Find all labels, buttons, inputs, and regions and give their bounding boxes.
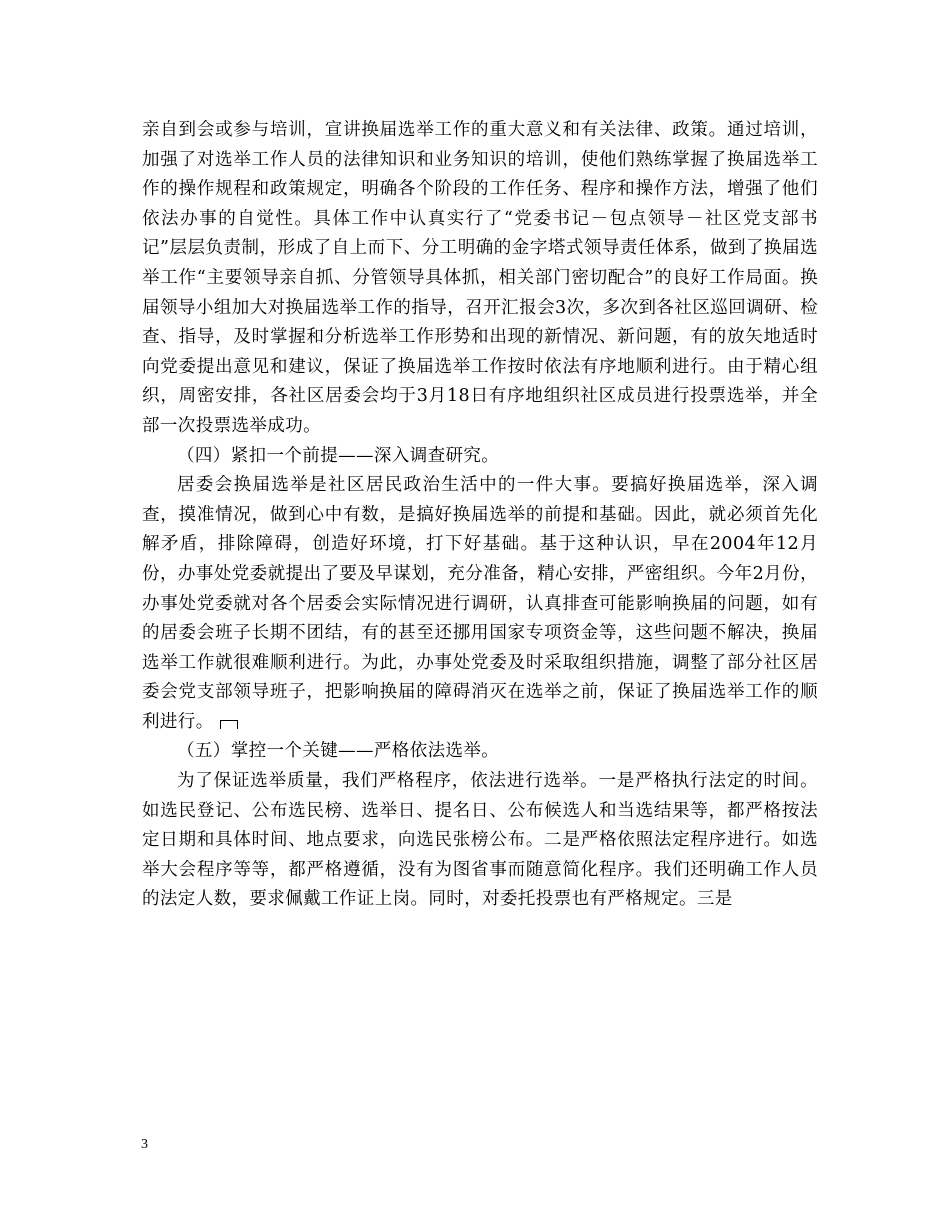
- paragraph-training: 亲自到会或参与培训，宣讲换届选举工作的重大意义和有关法律、政策。通过培训，加强了对选举工作人员的法律知识和业务知识的培训，使他们熟练掌握了换届选举工作的操作规程和政策规定，明确各个阶段的工作任务、程序和操作方法，增强了他们依法办事的自觉性。具体工作中认真实行了“党委书记－包点领导－社区党支部书记”层层负责制，形成了自上而下、分工明确的金字塔式领导责任体系，做到了换届选举工作“主要领导亲自抓、分管领导具体抓，相关部门密切配合”的良好工作局面。换届领导小组加大对换届选举工作的指导，召开汇报会3次，多次到各社区巡回调研、检查、指导，及时掌握和分析选举工作形势和出现的新情况、新问题，有的放矢地适时向党委提出意见和建议，保证了换届选举工作按时依法有序地顺利进行。由于精心组织，周密安排，各社区居委会均于3月18日有序地组织社区成员进行投票选举，并全部一次投票选举成功。: [142, 120, 818, 436]
- paragraph-election: 为了保证选举质量，我们严格程序，依法进行选举。一是严格执行法定的时间。如选民登记、公布选民榜、选举日、提名日、公布候选人和当选结果等，都严格按法定日期和具体时间、地点要求，向选民张榜公布。二是严格依照法定程序进行。如选举大会程序等等，都严格遵循，没有为图省事而随意简化程序。我们还明确工作人员的法定人数，要求佩戴工作证上岗。同时，对委托投票也有严格规定。三是: [142, 771, 818, 910]
- page-number: 3: [141, 1137, 148, 1152]
- section-heading-five: （五）掌控一个关键——严格依法选举。: [177, 741, 500, 762]
- paragraph-research-text: 居委会换届选举是社区居民政治生活中的一件大事。要搞好换届选举，深入调查，摸准情况，做到心中有数，是搞好换届选举的前提和基础。因此，就必须首先化解矛盾，排除障碍，创造好环境，打下好基础。基于这种认识，早在2004年12月份，办事处党委就提出了要及早谋划，充分准备，精心安排，严密组织。今年2月份，办事处党委就对各个居委会实际情况进行调研，认真排查可能影响换届的问题，如有的居委会班子长期不团结，有的甚至还挪用国家专项资金等，这些问题不解决，换届选举工作就很难顺利进行。为此，办事处党委及时采取组织措施，调整了部分社区居委会党支部领导班子，把影响换届的障碍消灭在选举之前，保证了换届选举工作的顺利进行。: [142, 475, 818, 732]
- paragraph-research: [142, 471, 818, 737]
- bracket-mark-icon: [220, 720, 238, 729]
- body-text: [142, 116, 818, 915]
- section-heading-four: （四）紧扣一个前提——深入调查研究。: [177, 445, 500, 466]
